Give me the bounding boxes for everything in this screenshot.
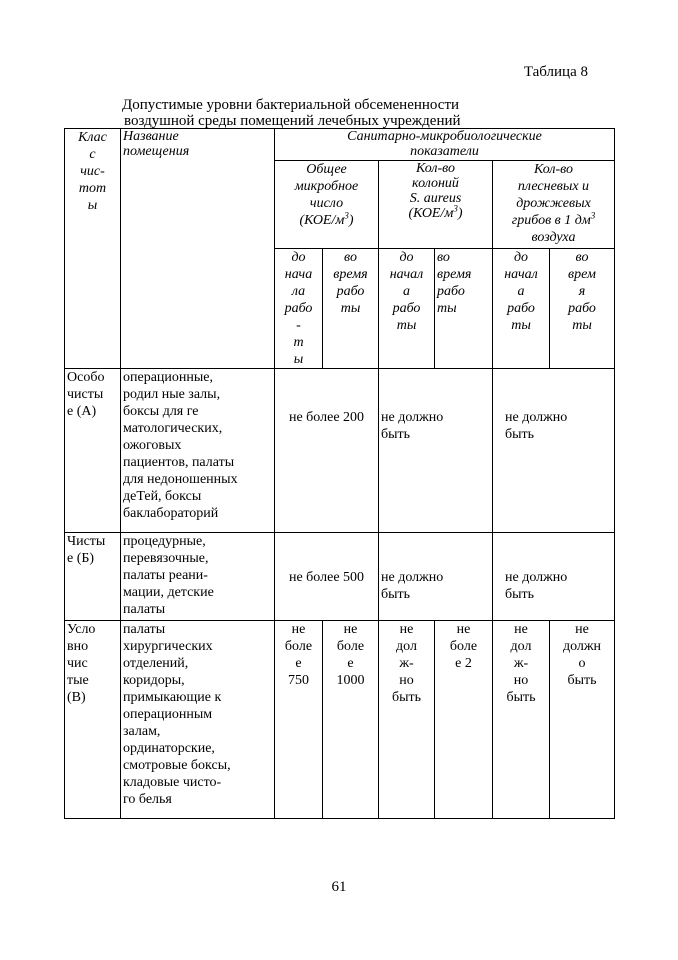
- table-row: [65, 369, 615, 533]
- header-class: Клас с чис- тот ы: [65, 129, 121, 369]
- header-during-work-aureus: во время рабо ты: [435, 249, 493, 369]
- header-room-name: Название помещения: [121, 129, 275, 369]
- bacterial-levels-table: [64, 128, 615, 819]
- table-caption: [122, 97, 461, 129]
- row-a-rooms: операционные, родил ные залы, боксы для ге матологических, ожоговых пациентов, палаты для недоношенных деТей, боксы баклабораторий: [121, 369, 275, 533]
- row-c-total-before: не боле е 750: [275, 621, 323, 819]
- row-a-s-aureus: не должно быть: [379, 369, 493, 533]
- row-a-total-microbial: не более 200: [275, 369, 379, 533]
- header-during-work-molds: во врем я рабо ты: [550, 249, 615, 369]
- header-molds: Кол-во плесневых и дрожжевых грибов в 1 $дм^3$ воздуха: [493, 161, 615, 249]
- row-a-molds: не должно быть: [493, 369, 615, 533]
- row-a-class: Особо чисты е (А): [65, 369, 121, 533]
- row-c-aureus-during: не боле е 2: [435, 621, 493, 819]
- table-label: Таблица 8: [523, 64, 588, 80]
- table-row: [65, 621, 615, 819]
- row-c-molds-before: не дол ж- но быть: [493, 621, 550, 819]
- header-sanitary-indicators: Санитарно-микробиологические показатели: [275, 129, 615, 161]
- header-s-aureus: Кол-во колоний S. aureus $(КОЕ/м^3)$: [379, 161, 493, 249]
- caption-line-2: воздушной среды помещений лечебных учреждений: [124, 113, 461, 129]
- header-before-work-molds: до начал а рабо ты: [493, 249, 550, 369]
- row-c-molds-during: не должн о быть: [550, 621, 615, 819]
- row-c-rooms: палаты хирургических отделений, коридоры, примыкающие к операционным залам, ординаторские, смотровые боксы, кладовые чисто- го белья: [121, 621, 275, 819]
- page-number: 61: [331, 879, 347, 895]
- row-b-total-microbial: не более 500: [275, 533, 379, 621]
- header-total-microbial: Общее микробное число $(КОЕ/м^3)$: [275, 161, 379, 249]
- row-b-class: Чисты е (Б): [65, 533, 121, 621]
- row-c-class: Усло вно чис тые (В): [65, 621, 121, 819]
- table-row: [65, 533, 615, 621]
- row-c-total-during: не боле е 1000: [323, 621, 379, 819]
- header-during-work-total: во время рабо ты: [323, 249, 379, 369]
- row-b-rooms: процедурные, перевязочные, палаты реани- мации, детские палаты: [121, 533, 275, 621]
- row-b-molds: не должно быть: [493, 533, 615, 621]
- caption-line-1: Допустимые уровни бактериальной обсемененности: [122, 97, 460, 113]
- header-before-work-aureus: до начал а рабо ты: [379, 249, 435, 369]
- header-before-work-total: до нача ла рабо - т ы: [275, 249, 323, 369]
- row-c-aureus-before: не дол ж- но быть: [379, 621, 435, 819]
- row-b-s-aureus: не должно быть: [379, 533, 493, 621]
